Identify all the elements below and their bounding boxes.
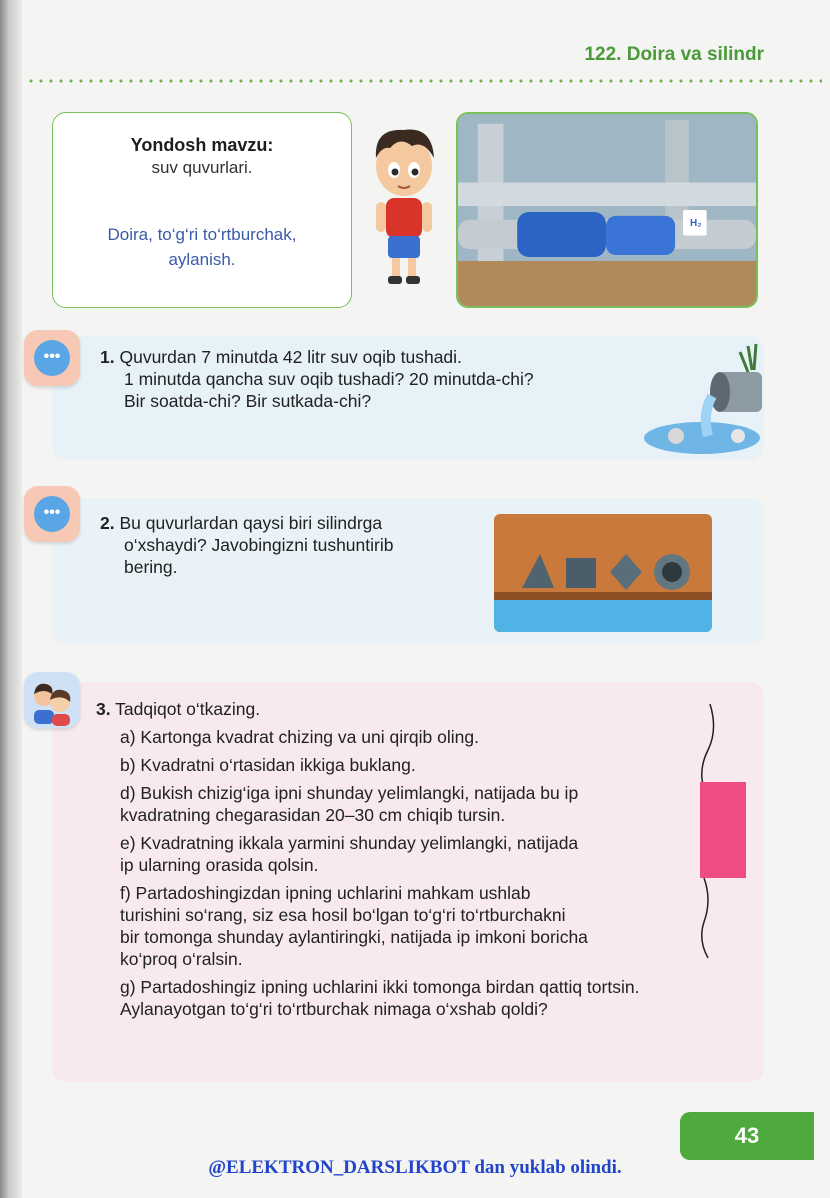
page-number: 43 bbox=[680, 1112, 814, 1160]
task-3-title: Tadqiqot o‘tkazing. bbox=[115, 699, 261, 719]
task-3-step-d bbox=[96, 782, 756, 826]
task-2-discussion-badge bbox=[24, 486, 80, 542]
task-1-discussion-badge bbox=[24, 330, 80, 386]
task-3-step-f-line-4: ko‘proq o‘ralsin. bbox=[120, 949, 243, 969]
task-3-step-e-line-1: e) Kvadratning ikkala yarmini shunday yelimlangki, natijada bbox=[120, 833, 579, 853]
task-2-line-3: bering. bbox=[124, 557, 178, 577]
task-1-line-3: Bir soatda-chi? Bir sutkada-chi? bbox=[124, 391, 372, 411]
task-3-step-e bbox=[96, 832, 756, 876]
water-pipe-illustration bbox=[640, 340, 766, 458]
task-3-step-f bbox=[96, 882, 756, 970]
task-2-text bbox=[100, 512, 470, 578]
square-pipe-shape bbox=[566, 558, 596, 588]
task-3-step-d-line-1: d) Bukish chizig‘iga ipni shunday yelimlangki, natijada bu ip bbox=[120, 783, 579, 803]
key-concepts: Doira, to‘g‘ri to‘rtburchak, aylanish. bbox=[107, 225, 297, 269]
task-3-step-e-line-2: ip ularning orasida qolsin. bbox=[120, 855, 319, 875]
download-source-footer: @ELEKTRON_DARSLIKBOT dan yuklab olindi. bbox=[208, 1157, 622, 1178]
task-3-step-g-line-1: g) Partadoshingiz ipning uchlarini ikki tomonga birdan qattiq tortsin. bbox=[120, 977, 640, 997]
task-1-line-1: Quvurdan 7 minutda 42 litr suv oqib tushadi. bbox=[119, 347, 462, 367]
task-3-step-a-line: a) Kartonga kvadrat chizing va uni qirqib oling. bbox=[120, 727, 479, 747]
pipeline-photo bbox=[456, 112, 758, 308]
two-children-icon bbox=[24, 672, 80, 728]
task-2-number: 2. bbox=[100, 513, 115, 533]
speech-bubble-icon: ••• bbox=[34, 340, 70, 376]
related-topic-title: Yondosh mavzu: bbox=[130, 135, 274, 155]
speech-bubble-icon: ••• bbox=[34, 496, 70, 532]
boy-illustration bbox=[362, 118, 446, 290]
hydrogen-badge: H₂ bbox=[690, 218, 702, 229]
task-3-step-a bbox=[96, 726, 756, 748]
task-3-step-f-line-3: bir tomonga shunday aylantiringki, natijada ip imkoni boricha bbox=[120, 927, 588, 947]
task-2-line-1: Bu quvurlardan qaysi biri silindrga bbox=[119, 513, 383, 533]
task-3-pair-work-badge bbox=[24, 672, 80, 728]
page-title: 122. Doira va silindr bbox=[584, 44, 764, 65]
task-2-line-2: o‘xshaydi? Javobingizni tushuntirib bbox=[124, 535, 394, 555]
task-1-number: 1. bbox=[100, 347, 115, 367]
task-1-text bbox=[100, 346, 720, 412]
related-topic-box bbox=[52, 112, 352, 308]
task-3-step-f-line-2: turishini so‘rang, siz esa hosil bo‘lgan to‘g‘ri to‘rtburchakni bbox=[120, 905, 566, 925]
header-dotted-divider bbox=[26, 79, 822, 83]
task-3-number: 3. bbox=[96, 699, 111, 719]
task-3-step-d-line-2: kvadratning chegarasidan 20–30 cm chiqib tursin. bbox=[120, 805, 506, 825]
book-spine-shadow bbox=[0, 0, 22, 1198]
task-3-step-b bbox=[96, 754, 756, 776]
pipe-shapes-illustration bbox=[494, 514, 712, 632]
task-3-text bbox=[96, 698, 756, 1020]
task-3-step-b-line: b) Kvadratni o‘rtasidan ikkiga buklang. bbox=[120, 755, 416, 775]
related-topic-subtitle: suv quvurlari. bbox=[151, 158, 253, 177]
task-1-line-2: 1 minutda qancha suv oqib tushadi? 20 minutda-chi? bbox=[124, 369, 534, 389]
string-and-rectangle-illustration bbox=[670, 700, 770, 960]
task-3-step-g bbox=[96, 976, 756, 1020]
task-3-step-g-line-2: Aylanayotgan to‘g‘ri to‘rtburchak nimaga o‘xshab qoldi? bbox=[120, 999, 548, 1019]
task-3-step-f-line-1: f) Partadoshingizdan ipning uchlarini mahkam ushlab bbox=[120, 883, 531, 903]
